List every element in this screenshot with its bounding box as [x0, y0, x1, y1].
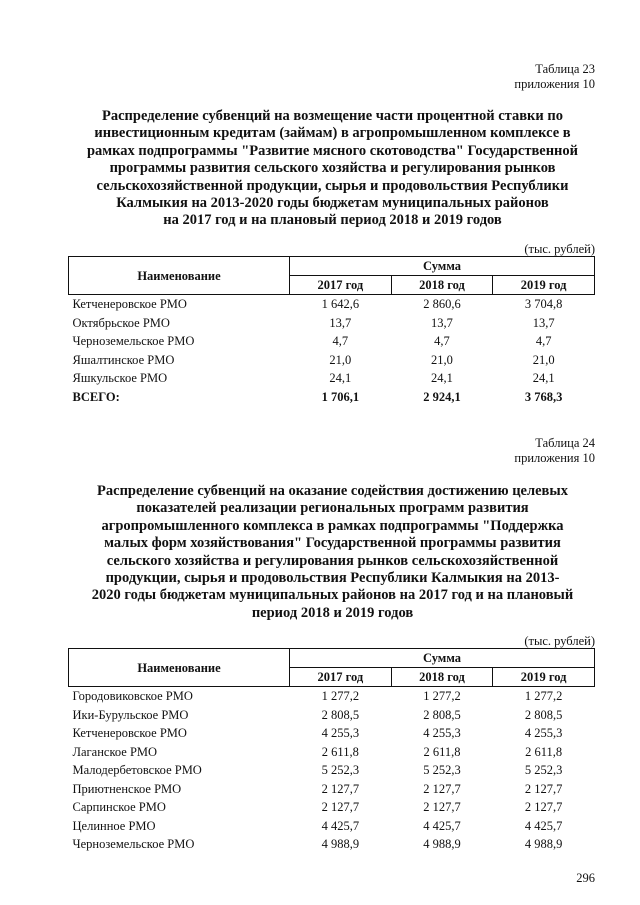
row-name: Приютненское РМО: [72, 781, 182, 796]
header-year-2018: 2018 год: [391, 276, 493, 295]
header-name: Наименование: [69, 257, 290, 295]
value-2019: 4,7: [535, 334, 552, 349]
value-2019: 4 255,3: [524, 726, 563, 741]
table-total-row: [69, 388, 595, 407]
table-24-title: [70, 483, 595, 622]
value-2019: 2 127,7: [524, 781, 563, 796]
title-line: Распределение субвенций на оказание содействия достижению целевых: [97, 483, 568, 499]
value-2017: 2 808,5: [321, 707, 360, 722]
value-2018: 5 252,3: [423, 763, 461, 778]
value-2019: 4 425,7: [524, 818, 563, 833]
table-23-appendix: приложения 10: [514, 77, 595, 91]
title-line: показателей реализации региональных программ развития: [136, 500, 529, 517]
value-2017: 21,0: [329, 352, 352, 367]
table-row: [69, 332, 595, 351]
row-name: Кетченеровское РМО: [72, 726, 187, 741]
table-row: [69, 798, 595, 817]
value-2018: 21,0: [431, 352, 453, 367]
value-2017: 5 252,3: [321, 763, 360, 778]
header-year-2019: 2019 год: [493, 668, 595, 687]
row-name: Лаганское РМО: [72, 744, 158, 759]
title-line: агропромышленного комплекса в рамках подпрограммы "Поддержка: [101, 517, 564, 534]
header-year-2019: 2019 год: [493, 276, 595, 295]
table-24-annex-label: [514, 436, 595, 466]
value-2017: 4 988,9: [321, 837, 360, 852]
table-24: [68, 648, 595, 854]
header-year-2018: 2018 год: [391, 668, 493, 687]
row-name: Яшалтинское РМО: [72, 352, 175, 367]
value-2017: 2 611,8: [321, 744, 359, 759]
table-row: [69, 761, 595, 780]
table-24-number: Таблица 24: [535, 436, 595, 450]
value-2019: 13,7: [532, 315, 555, 330]
table-row: [69, 687, 595, 706]
value-2018: 2 127,7: [423, 800, 461, 815]
value-2018: 2 808,5: [423, 707, 461, 722]
value-2017: 2 127,7: [321, 800, 360, 815]
table-23-title: [70, 108, 595, 230]
value-2018: 4 425,7: [423, 818, 461, 833]
value-2018: 2 860,6: [423, 297, 461, 312]
header-sum: Сумма: [290, 257, 595, 276]
table-23: [68, 256, 595, 406]
value-2018: 13,7: [431, 315, 453, 330]
title-line: сельскохозяйственной продукции, сырья и продовольствия Республики: [96, 177, 569, 194]
header-year-2017: 2017 год: [290, 276, 392, 295]
total-label: ВСЕГО:: [72, 389, 120, 404]
row-name: Городовиковское РМО: [72, 689, 193, 704]
row-name: Октябрьское РМО: [72, 315, 170, 330]
value-2017: 1 277,2: [321, 689, 360, 704]
value-2017: 4 425,7: [321, 818, 360, 833]
table-row: [69, 724, 595, 743]
value-2018: 4,7: [434, 334, 450, 349]
value-2018: 2 127,7: [423, 781, 461, 796]
total-2018: 2 924,1: [423, 389, 461, 404]
value-2017: 4,7: [332, 334, 349, 349]
title-line: на 2017 год и на плановый период 2018 и 2019 годов: [163, 212, 502, 229]
title-line: инвестиционным кредитам (займам) в агропромышленном комплексе в: [94, 125, 571, 142]
total-2017: 1 706,1: [321, 389, 360, 404]
header-year-2017: 2017 год: [290, 668, 392, 687]
value-2019: 4 988,9: [524, 837, 563, 852]
row-name: Сарпинское РМО: [72, 800, 166, 815]
value-2019: 1 277,2: [524, 689, 563, 704]
page-number: 296: [576, 871, 595, 885]
row-name: Малодербетовское РМО: [72, 763, 202, 778]
value-2019: 2 808,5: [524, 707, 563, 722]
title-line: сельского хозяйства и регулирования рынков сельскохозяйственной: [106, 552, 559, 569]
table-row: [69, 351, 595, 370]
value-2018: 24,1: [431, 371, 453, 386]
total-2019: 3 768,3: [524, 389, 563, 404]
value-2017: 13,7: [329, 315, 352, 330]
title-line: Калмыкия на 2013-2020 годы бюджетам муниципальных районов: [116, 195, 549, 212]
value-2019: 2 127,7: [524, 800, 563, 815]
value-2019: 3 704,8: [524, 297, 563, 312]
header-sum: Сумма: [290, 649, 595, 668]
table-row: [69, 780, 595, 799]
table-23-annex-label: [514, 62, 595, 92]
table-row: [69, 817, 595, 836]
row-name: Черноземельское РМО: [72, 334, 195, 349]
table-row: [69, 835, 595, 854]
value-2018: 4 988,9: [423, 837, 461, 852]
table-24-unit: (тыс. рублей): [524, 634, 595, 648]
value-2017: 2 127,7: [321, 781, 360, 796]
table-row: [69, 314, 595, 333]
row-name: Ики-Бурульское РМО: [72, 707, 189, 722]
title-line: рамках подпрограммы "Развитие мясного скотоводства" Государственной: [86, 142, 579, 159]
value-2018: 2 611,8: [423, 744, 461, 759]
value-2018: 4 255,3: [423, 726, 461, 741]
table-row: [69, 743, 595, 762]
header-name: Наименование: [69, 649, 290, 687]
value-2019: 21,0: [532, 352, 555, 367]
value-2017: 4 255,3: [321, 726, 360, 741]
title-line: 2020 годы бюджетам муниципальных районов на 2017 год и на плановый: [91, 587, 574, 604]
table-row: [69, 706, 595, 725]
title-line: период 2018 и 2019 годов: [251, 604, 414, 621]
row-name: Яшкульское РМО: [72, 371, 168, 386]
title-line: программы развития сельского хозяйства и регулирования рынков: [109, 160, 556, 177]
title-line: Распределение субвенций на возмещение части процентной ставки по: [101, 108, 563, 124]
title-line: малых форм хозяйствования" Государственной программы развития: [104, 535, 561, 552]
value-2019: 5 252,3: [524, 763, 563, 778]
table-row: [69, 369, 595, 388]
table-23-unit: (тыс. рублей): [524, 242, 595, 256]
value-2017: 1 642,6: [321, 297, 360, 312]
value-2019: 2 611,8: [525, 744, 563, 759]
title-line: продукции, сырья и продовольствия Республики Калмыкия на 2013-: [105, 570, 560, 587]
row-name: Целинное РМО: [72, 818, 156, 833]
value-2019: 24,1: [532, 371, 555, 386]
table-24-appendix: приложения 10: [514, 451, 595, 465]
table-row: [69, 295, 595, 314]
row-name: Черноземельское РМО: [72, 837, 195, 852]
table-23-number: Таблица 23: [535, 62, 595, 76]
value-2017: 24,1: [329, 371, 352, 386]
value-2018: 1 277,2: [423, 689, 461, 704]
row-name: Кетченеровское РМО: [72, 297, 187, 312]
